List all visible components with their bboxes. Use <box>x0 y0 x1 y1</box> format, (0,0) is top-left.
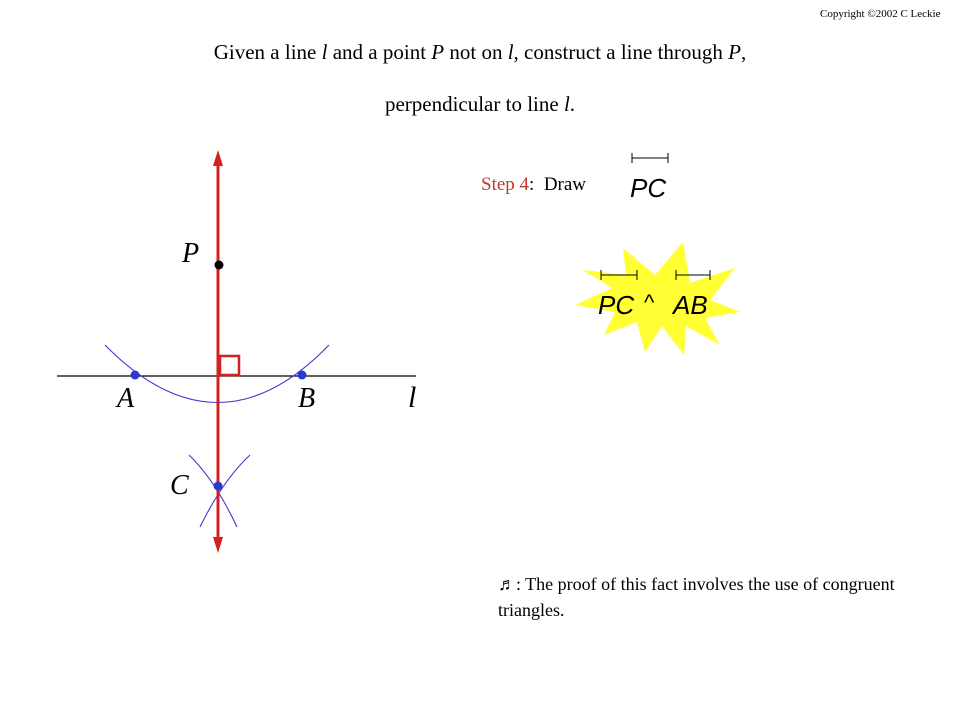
note-box <box>498 571 898 623</box>
point-C <box>214 482 223 491</box>
label-B: B <box>298 383 316 414</box>
title-var-l: l <box>563 92 570 116</box>
arrowhead-bottom <box>213 537 223 553</box>
step-segment-text: PC <box>630 173 667 203</box>
title-text: and a point <box>327 40 432 64</box>
arc-c-left <box>189 455 237 527</box>
label-C: C <box>170 470 189 501</box>
title-text: Given a line <box>213 40 322 64</box>
step-action: Draw <box>543 174 587 195</box>
point-B <box>298 371 307 380</box>
step-label: Step 4 <box>481 174 530 195</box>
copyright-notice: Copyright ©2002 C Leckie <box>820 8 941 20</box>
burst-left-text: PC <box>598 290 635 320</box>
note-text: : The proof of this fact involves the use of congruent triangles. <box>498 574 895 621</box>
title-text: . <box>569 92 576 116</box>
label-A: A <box>117 383 135 414</box>
title-var-P: P <box>728 40 741 64</box>
title-var-l: l <box>507 40 514 64</box>
point-A <box>131 371 140 380</box>
point-P <box>215 261 224 270</box>
step-segment-pc <box>630 153 668 203</box>
label-l: l <box>408 381 417 414</box>
title-var-P: P <box>431 40 445 64</box>
title-text: not on <box>444 40 508 64</box>
burst-right-text: AB <box>673 290 708 320</box>
arrowhead-top <box>213 150 223 166</box>
title-text: , <box>741 40 747 64</box>
arc-c-right <box>200 455 250 527</box>
right-angle-marker <box>220 356 239 375</box>
note-music-icon: ♬ <box>498 574 516 594</box>
title-var-l: l <box>321 40 328 64</box>
step-colon: : <box>529 174 535 195</box>
burst-operator: ^ <box>644 290 655 315</box>
label-P: P <box>182 238 200 269</box>
perpendicular-burst <box>575 242 740 355</box>
title-text: , construct a line through <box>513 40 729 64</box>
title-text: perpendicular to line <box>384 92 564 116</box>
